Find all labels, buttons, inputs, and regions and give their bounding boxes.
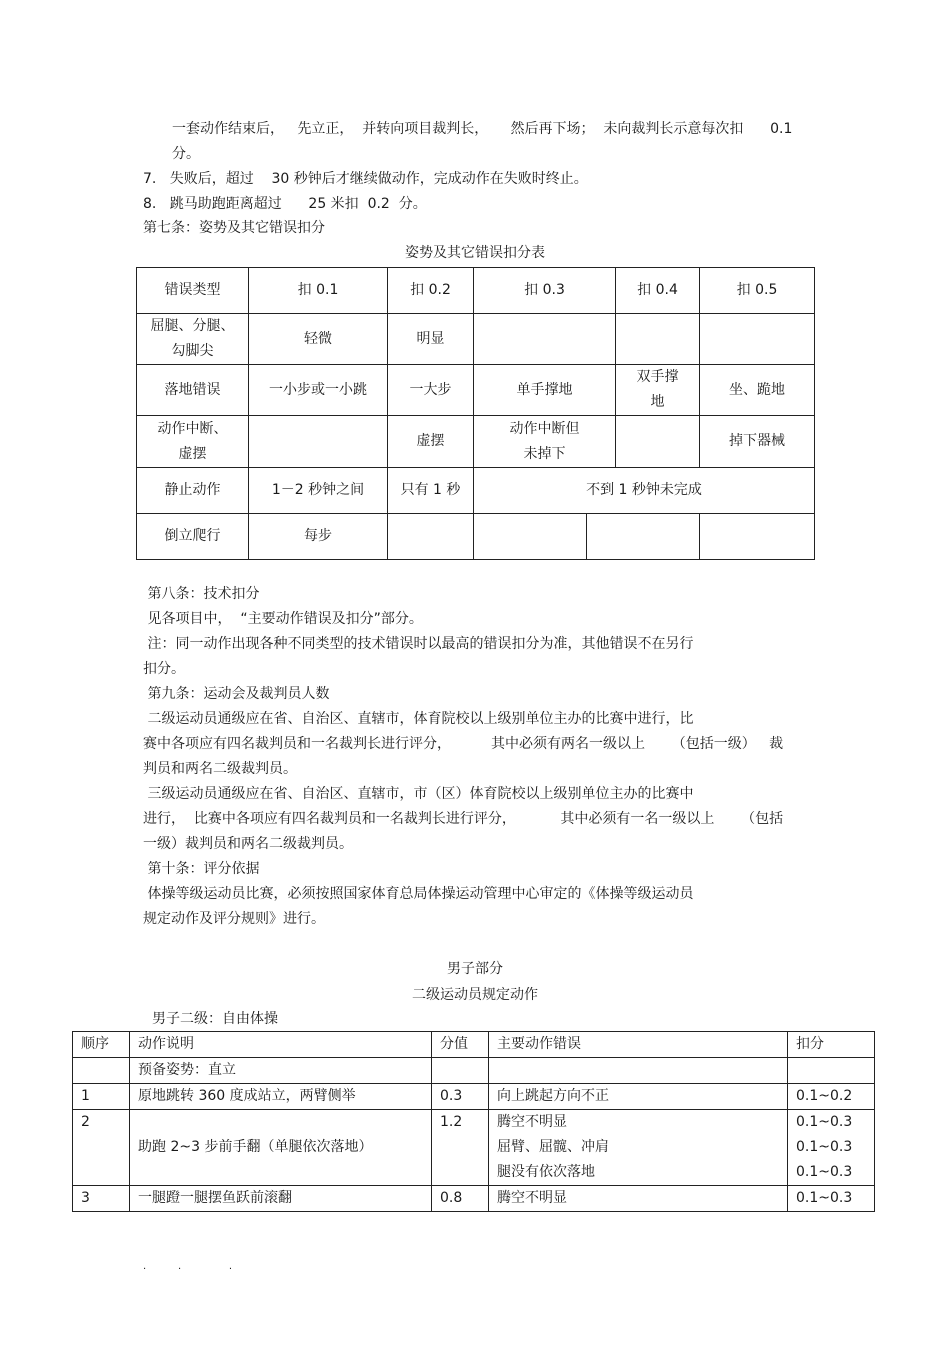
intro-line-2: 分。 <box>172 146 200 162</box>
header-deduct-0-4: 扣 0.4 <box>616 268 700 314</box>
body-line: 判员和两名二级裁判员。 <box>143 761 297 777</box>
table-row <box>137 314 815 365</box>
row-score: 0.8 <box>432 1186 489 1212</box>
row-deduction: 0.1~0.3 <box>796 1164 853 1180</box>
header-main-errors: 主要动作错误 <box>489 1032 788 1058</box>
header-error-type: 错误类型 <box>137 268 249 314</box>
cell <box>249 416 388 468</box>
row-error: 腿没有依次落地 <box>497 1164 595 1180</box>
row-desc: 一腿蹬一腿摆鱼跃前滚翻 <box>130 1186 432 1212</box>
prep-posture: 预备姿势：直立 <box>130 1058 432 1084</box>
table-row <box>73 1186 875 1212</box>
body-line: 三级运动员通级应在省、自治区、直辖市，市（区）体育院校以上级别单位主办的比赛中 <box>143 786 694 802</box>
article-8-heading: 第八条：技术扣分 <box>143 586 260 602</box>
article-9-heading: 第九条：运动会及裁判员人数 <box>143 686 330 702</box>
cell <box>616 416 700 468</box>
intro-line-3: 7. 失败后，超过 30 秒钟后才继续做动作，完成动作在失败时终止。 <box>143 171 588 187</box>
row-type: 倒立爬行 <box>137 514 249 560</box>
table-row <box>73 1110 875 1186</box>
header-score: 分值 <box>432 1032 489 1058</box>
row-errors <box>489 1110 788 1186</box>
header-deduct-0-3: 扣 0.3 <box>474 268 616 314</box>
cell: 每步 <box>249 514 388 560</box>
row-desc: 助跑 2~3 步前手翻（单腿依次落地） <box>130 1110 432 1186</box>
cell: 虚摆 <box>388 416 474 468</box>
table-row <box>137 416 815 468</box>
body-line: 规定动作及评分规则》进行。 <box>143 911 325 927</box>
body-line: 体操等级运动员比赛，必须按照国家体育总局体操运动管理中心审定的《体操等级运动员 <box>143 886 694 902</box>
cell: 一大步 <box>388 365 474 416</box>
table-row <box>137 514 815 560</box>
row-score: 1.2 <box>432 1110 489 1186</box>
table1-header-row <box>137 268 815 314</box>
row-type: 屈腿、分腿、 勾脚尖 <box>137 314 249 365</box>
cell: 坐、跪地 <box>700 365 815 416</box>
row-deduction: 0.1~0.3 <box>796 1114 853 1130</box>
row-deduction: 0.1~0.2 <box>788 1084 875 1110</box>
row-type: 落地错误 <box>137 365 249 416</box>
cell: 单手撑地 <box>474 365 616 416</box>
row-no: 1 <box>73 1084 130 1110</box>
table-row <box>137 468 815 514</box>
header-deduct-0-5: 扣 0.5 <box>700 268 815 314</box>
row-no: 3 <box>73 1186 130 1212</box>
row-error: 屈臂、屈髋、冲肩 <box>497 1139 609 1155</box>
section-title: 男子部分 <box>447 961 503 977</box>
routine-table <box>72 1031 875 1212</box>
row-deductions <box>788 1110 875 1186</box>
body-line: 二级运动员通级应在省、自治区、直辖市，体育院校以上级别单位主办的比赛中进行，比 <box>143 711 694 727</box>
body-line: 注：同一动作出现各种不同类型的技术错误时以最高的错误扣分为准，其他错误不在另行 <box>143 636 694 652</box>
table1-caption: 姿势及其它错误扣分表 <box>405 245 545 261</box>
cell <box>616 314 700 365</box>
cell <box>474 514 587 560</box>
row-score: 0.3 <box>432 1084 489 1110</box>
cell: 双手撑 地 <box>616 365 700 416</box>
header-deduction: 扣分 <box>788 1032 875 1058</box>
cell <box>474 314 616 365</box>
cell <box>700 314 815 365</box>
header-order: 顺序 <box>73 1032 130 1058</box>
cell <box>587 514 700 560</box>
section-subtitle: 二级运动员规定动作 <box>412 987 538 1003</box>
row-error: 腾空不明显 <box>497 1114 567 1130</box>
intro-line-1: 一套动作结束后， 先立正， 并转向项目裁判长， 然后再下场； 未向裁判长示意每次扣 0.1 <box>172 121 793 137</box>
body-line: 扣分。 <box>143 661 185 677</box>
cell <box>700 514 815 560</box>
cell-merged: 不到 1 秒钟未完成 <box>474 468 815 514</box>
table2-label: 男子二级：自由体操 <box>152 1011 278 1027</box>
header-description: 动作说明 <box>130 1032 432 1058</box>
row-type: 动作中断、 虚摆 <box>137 416 249 468</box>
body-line: 一级）裁判员和两名二级裁判员。 <box>143 836 353 852</box>
cell: 明显 <box>388 314 474 365</box>
header-deduct-0-2: 扣 0.2 <box>388 268 474 314</box>
row-no: 2 <box>73 1110 130 1186</box>
article-7-heading: 第七条：姿势及其它错误扣分 <box>143 220 325 236</box>
row-type: 静止动作 <box>137 468 249 514</box>
body-line: 见各项目中， “主要动作错误及扣分”部分。 <box>143 611 423 627</box>
cell: 1－2 秒钟之间 <box>249 468 388 514</box>
row-error: 向上跳起方向不正 <box>489 1084 788 1110</box>
table-row <box>73 1058 875 1084</box>
cell: 动作中断但 未掉下 <box>474 416 616 468</box>
header-deduct-0-1: 扣 0.1 <box>249 268 388 314</box>
article-10-heading: 第十条：评分依据 <box>143 861 260 877</box>
intro-line-4: 8. 跳马助跑距离超过 25 米扣 0.2 分。 <box>143 196 427 212</box>
row-deduction: 0.1~0.3 <box>796 1139 853 1155</box>
deduction-table <box>136 267 815 560</box>
row-desc: 原地跳转 360 度成站立，两臂侧举 <box>130 1084 432 1110</box>
cell <box>388 514 474 560</box>
row-error: 腾空不明显 <box>489 1186 788 1212</box>
body-line: 进行， 比赛中各项应有四名裁判员和一名裁判长进行评分， 其中必须有一名一级以上 （包括 <box>143 811 784 827</box>
footer-dots: . . . <box>143 1261 233 1272</box>
table-row <box>137 365 815 416</box>
row-deduction: 0.1~0.3 <box>788 1186 875 1212</box>
table-row <box>73 1084 875 1110</box>
body-line: 赛中各项应有四名裁判员和一名裁判长进行评分， 其中必须有两名一级以上 （包括一级） 裁 <box>143 736 784 752</box>
cell: 掉下器械 <box>700 416 815 468</box>
table2-header-row <box>73 1032 875 1058</box>
cell: 轻微 <box>249 314 388 365</box>
cell: 只有 1 秒 <box>388 468 474 514</box>
cell: 一小步或一小跳 <box>249 365 388 416</box>
